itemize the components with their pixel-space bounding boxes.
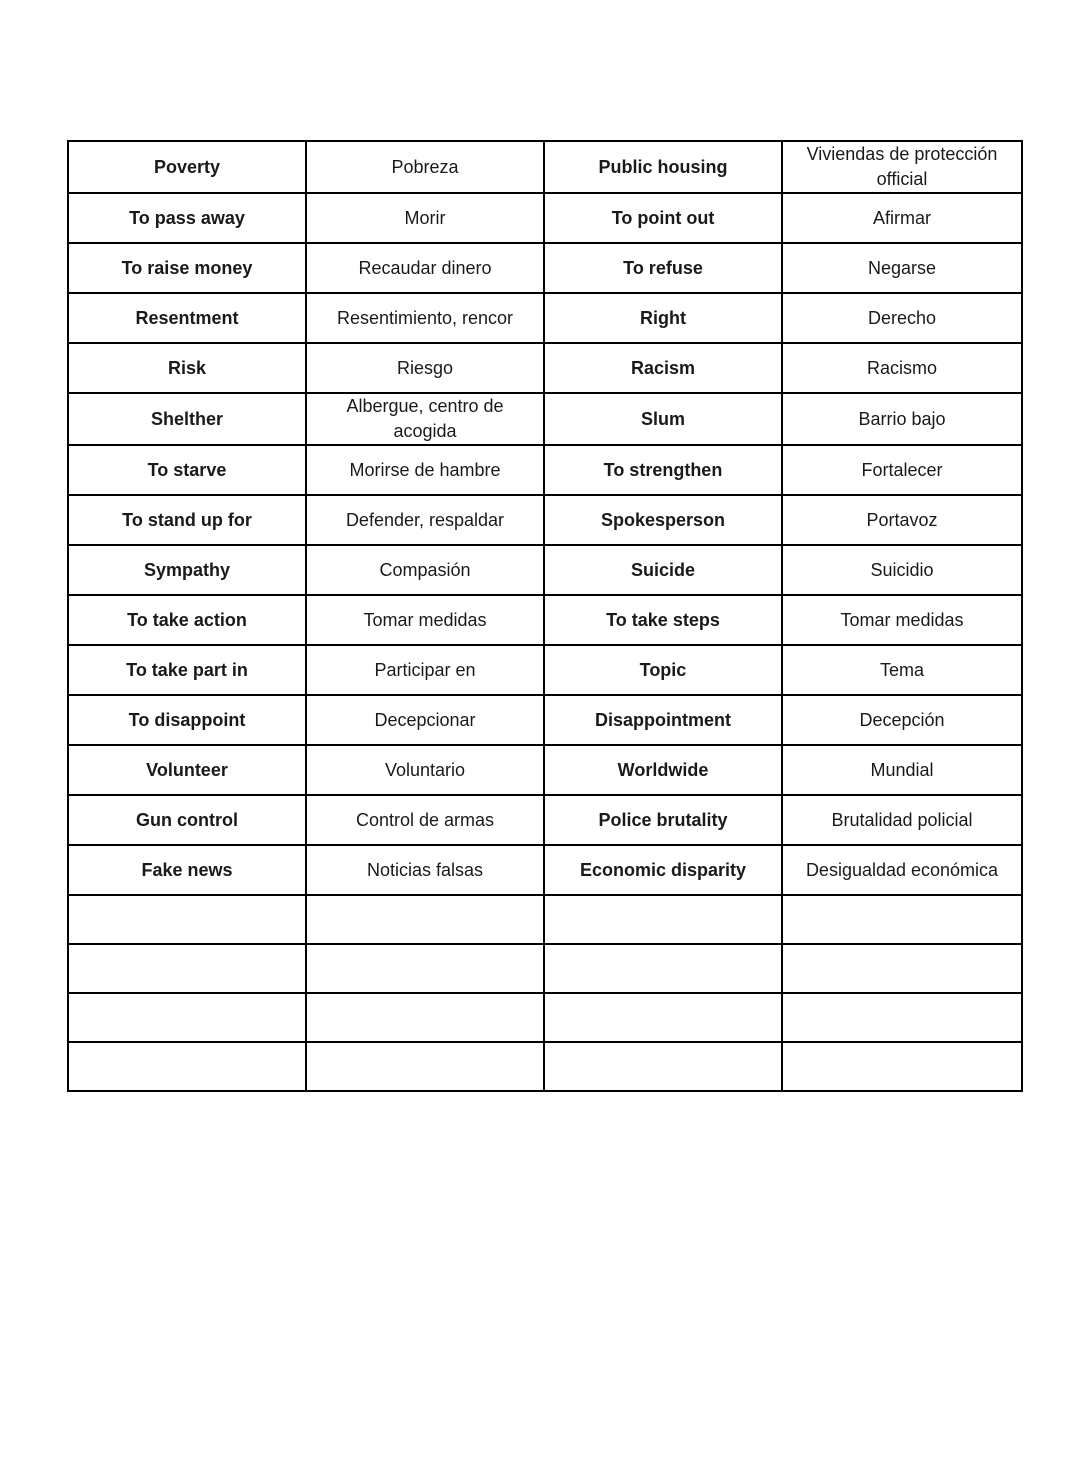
empty-cell — [782, 993, 1022, 1042]
english-term: Shelther — [68, 393, 306, 445]
spanish-translation: Riesgo — [306, 343, 544, 393]
spanish-translation: Barrio bajo — [782, 393, 1022, 445]
english-term: Disappointment — [544, 695, 782, 745]
spanish-translation: Resentimiento, rencor — [306, 293, 544, 343]
table-row — [68, 645, 1022, 695]
spanish-translation: Brutalidad policial — [782, 795, 1022, 845]
spanish-translation: Racismo — [782, 343, 1022, 393]
spanish-translation: Recaudar dinero — [306, 243, 544, 293]
english-term: To pass away — [68, 193, 306, 243]
table-row — [68, 393, 1022, 445]
english-term: To strengthen — [544, 445, 782, 495]
english-term: Right — [544, 293, 782, 343]
empty-cell — [68, 993, 306, 1042]
spanish-translation: Desigualdad económica — [782, 845, 1022, 895]
vocabulary-table-body — [68, 141, 1022, 1091]
english-term: Suicide — [544, 545, 782, 595]
spanish-translation: Suicidio — [782, 545, 1022, 595]
table-row — [68, 293, 1022, 343]
spanish-translation: Compasión — [306, 545, 544, 595]
english-term: To take steps — [544, 595, 782, 645]
spanish-translation: Mundial — [782, 745, 1022, 795]
table-row — [68, 141, 1022, 193]
english-term: Topic — [544, 645, 782, 695]
table-row-empty — [68, 895, 1022, 944]
spanish-translation: Decepcionar — [306, 695, 544, 745]
vocabulary-table — [67, 140, 1023, 1092]
english-term: Poverty — [68, 141, 306, 193]
spanish-translation: Viviendas de protección official — [782, 141, 1022, 193]
spanish-translation: Control de armas — [306, 795, 544, 845]
empty-cell — [544, 944, 782, 993]
english-term: To take part in — [68, 645, 306, 695]
table-row — [68, 695, 1022, 745]
spanish-translation: Negarse — [782, 243, 1022, 293]
empty-cell — [68, 895, 306, 944]
english-term: Economic disparity — [544, 845, 782, 895]
table-row — [68, 595, 1022, 645]
english-term: Public housing — [544, 141, 782, 193]
english-term: To raise money — [68, 243, 306, 293]
spanish-translation: Morir — [306, 193, 544, 243]
english-term: Police brutality — [544, 795, 782, 845]
english-term: To take action — [68, 595, 306, 645]
empty-cell — [544, 895, 782, 944]
table-row — [68, 545, 1022, 595]
english-term: Volunteer — [68, 745, 306, 795]
table-row-empty — [68, 993, 1022, 1042]
spanish-translation: Participar en — [306, 645, 544, 695]
spanish-translation: Decepción — [782, 695, 1022, 745]
table-row — [68, 745, 1022, 795]
empty-cell — [68, 1042, 306, 1091]
spanish-translation: Tema — [782, 645, 1022, 695]
english-term: Worldwide — [544, 745, 782, 795]
spanish-translation: Noticias falsas — [306, 845, 544, 895]
spanish-translation: Albergue, centro de acogida — [306, 393, 544, 445]
english-term: To stand up for — [68, 495, 306, 545]
table-row — [68, 243, 1022, 293]
empty-cell — [544, 1042, 782, 1091]
english-term: To starve — [68, 445, 306, 495]
english-term: Racism — [544, 343, 782, 393]
table-row — [68, 193, 1022, 243]
table-row — [68, 495, 1022, 545]
table-row — [68, 445, 1022, 495]
empty-cell — [782, 1042, 1022, 1091]
table-row — [68, 343, 1022, 393]
empty-cell — [306, 1042, 544, 1091]
spanish-translation: Pobreza — [306, 141, 544, 193]
table-row-empty — [68, 944, 1022, 993]
empty-cell — [306, 993, 544, 1042]
table-row — [68, 845, 1022, 895]
english-term: To disappoint — [68, 695, 306, 745]
empty-cell — [306, 944, 544, 993]
spanish-translation: Afirmar — [782, 193, 1022, 243]
empty-cell — [306, 895, 544, 944]
empty-cell — [782, 895, 1022, 944]
english-term: Fake news — [68, 845, 306, 895]
spanish-translation: Fortalecer — [782, 445, 1022, 495]
english-term: Risk — [68, 343, 306, 393]
spanish-translation: Morirse de hambre — [306, 445, 544, 495]
english-term: To point out — [544, 193, 782, 243]
empty-cell — [68, 944, 306, 993]
spanish-translation: Defender, respaldar — [306, 495, 544, 545]
table-row — [68, 795, 1022, 845]
english-term: Slum — [544, 393, 782, 445]
spanish-translation: Tomar medidas — [782, 595, 1022, 645]
spanish-translation: Voluntario — [306, 745, 544, 795]
spanish-translation: Tomar medidas — [306, 595, 544, 645]
spanish-translation: Portavoz — [782, 495, 1022, 545]
empty-cell — [782, 944, 1022, 993]
english-term: Resentment — [68, 293, 306, 343]
table-row-empty — [68, 1042, 1022, 1091]
empty-cell — [544, 993, 782, 1042]
english-term: Gun control — [68, 795, 306, 845]
english-term: To refuse — [544, 243, 782, 293]
english-term: Sympathy — [68, 545, 306, 595]
english-term: Spokesperson — [544, 495, 782, 545]
spanish-translation: Derecho — [782, 293, 1022, 343]
